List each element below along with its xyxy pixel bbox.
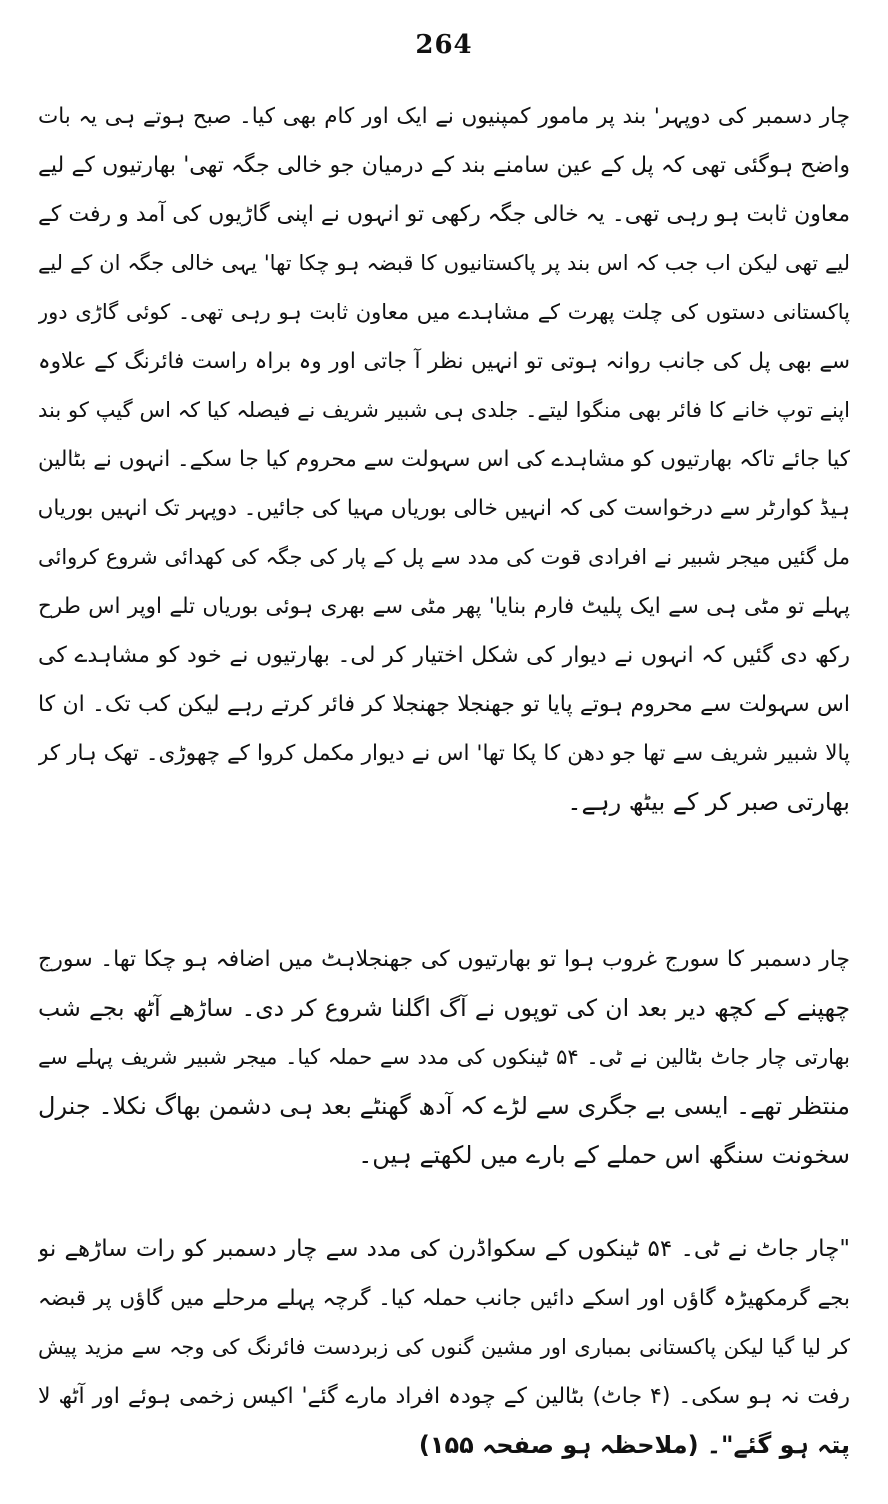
text-line: مل گئیں میجر شبیر نے افرادی قوت کی مدد سے پل کے پار کی جگہ کی کھدائی شروع کروائی: [38, 545, 850, 569]
text-line: اپنے توپ خانے کا فائر بھی منگوا لیتے۔ جلدی ہی شبیر شریف نے فیصلہ کیا کہ اس گیپ کو بند: [38, 398, 850, 422]
paragraph-1: [38, 92, 850, 827]
text-line: معاون ثابت ہو رہی تھی۔ یہ خالی جگہ رکھی تو انہوں نے اپنی گاڑیوں کی آمد و رفت کے: [38, 202, 850, 227]
text-line: "چار جاٹ نے ٹی۔ ۵۴ ٹینکوں کے سکواڈرن کی مدد سے چار دسمبر کو رات ساڑھے نو: [38, 1236, 850, 1262]
text-line: سخونت سنگھ اس حملے کے بارے میں لکھتے ہیں۔: [358, 1141, 850, 1169]
text-line: چھپنے کے کچھ دیر بعد ان کی توپوں نے آگ اگلنا شروع کر دی۔ ساڑھے آٹھ بجے شب: [38, 994, 850, 1022]
text-line: منتظر تھے۔ ایسی بے جگری سے لڑے کہ آدھ گھنٹے بعد ہی دشمن بھاگ نکلا۔ جنرل: [38, 1092, 850, 1120]
text-line: ہیڈ کوارٹر سے درخواست کی کہ انہیں خالی بوریاں مہیا کی جائیں۔ دوپہر تک انہیں بوریاں: [38, 496, 850, 521]
text-line: بھارتی صبر کر کے بیٹھ رہے۔: [567, 788, 850, 816]
text-line: کر لیا گیا لیکن پاکستانی بمباری اور مشین گنوں کی زبردست فائرنگ کی وجہ سے مزید پیش: [38, 1335, 850, 1359]
text-line: لیے تھی لیکن اب جب کہ اس بند پر پاکستانیوں کا قبضہ ہو چکا تھا' یہی خالی جگہ ان کے لیے: [38, 251, 850, 275]
text-line: رکھ دی گئیں کہ انہوں نے دیوار کی شکل اختیار کر لی۔ بھارتیوں نے خود کو مشاہدے کی: [38, 643, 850, 668]
quotation-paragraph: [38, 1225, 850, 1470]
text-line: اس سہولت سے محروم ہوتے پایا تو جھنجلا جھنجلا کر فائر کرتے رہے لیکن کب تک۔ ان کا: [38, 692, 850, 717]
text-line: پہلے تو مٹی ہی سے ایک پلیٹ فارم بنایا' پھر مٹی سے بھری ہوئی بوریاں تلے اوپر اس طرح: [38, 594, 850, 619]
text-line: بھارتی چار جاٹ بٹالین نے ٹی۔ ۵۴ ٹینکوں کی مدد سے حملہ کیا۔ میجر شبیر شریف پہلے سے: [38, 1045, 850, 1069]
citation-line: پتہ ہو گئے"۔ (ملاحظہ ہو صفحہ ۱۵۵): [418, 1431, 850, 1459]
text-line: چار دسمبر کا سورج غروب ہوا تو بھارتیوں کی جھنجلاہٹ میں اضافہ ہو چکا تھا۔ سورج: [38, 947, 850, 972]
text-line: پالا شبیر شریف سے تھا جو دھن کا پکا تھا' اس نے دیوار مکمل کروا کے چھوڑی۔ تھک ہار کر: [38, 741, 850, 766]
paragraph-2: [38, 935, 850, 1180]
page-number: 264: [415, 30, 473, 60]
text-line: سے بھی پل کی جانب روانہ ہوتی تو انہیں نظر آ جاتی اور وہ براہ راست فائرنگ کے علاوہ: [38, 349, 850, 374]
text-line: کیا جائے تاکہ بھارتیوں کو مشاہدے کی اس سہولت سے محروم کیا جا سکے۔ انہوں نے بٹالین: [38, 447, 850, 472]
text-line: چار دسمبر کی دوپہر' بند پر مامور کمپنیوں نے ایک اور کام بھی کیا۔ صبح ہوتے ہی یہ بات: [38, 104, 850, 129]
text-line: بجے گرمکھیڑہ گاؤں اور اسکے دائیں جانب حملہ کیا۔ گرچہ پہلے مرحلے میں گاؤں پر قبضہ: [38, 1286, 850, 1311]
text-line: واضح ہوگئی تھی کہ پل کے عین سامنے بند کے درمیان جو خالی جگہ تھی' بھارتیوں کے لیے: [38, 153, 850, 178]
text-line: رفت نہ ہو سکی۔ (۴ جاٹ) بٹالین کے چودہ افراد مارے گئے' اکیس زخمی ہوئے اور آٹھ لا: [38, 1384, 850, 1409]
text-line: پاکستانی دستوں کی چلت پھرت کے مشاہدے میں معاون ثابت ہو رہی تھی۔ کوئی گاڑی دور: [38, 300, 850, 324]
